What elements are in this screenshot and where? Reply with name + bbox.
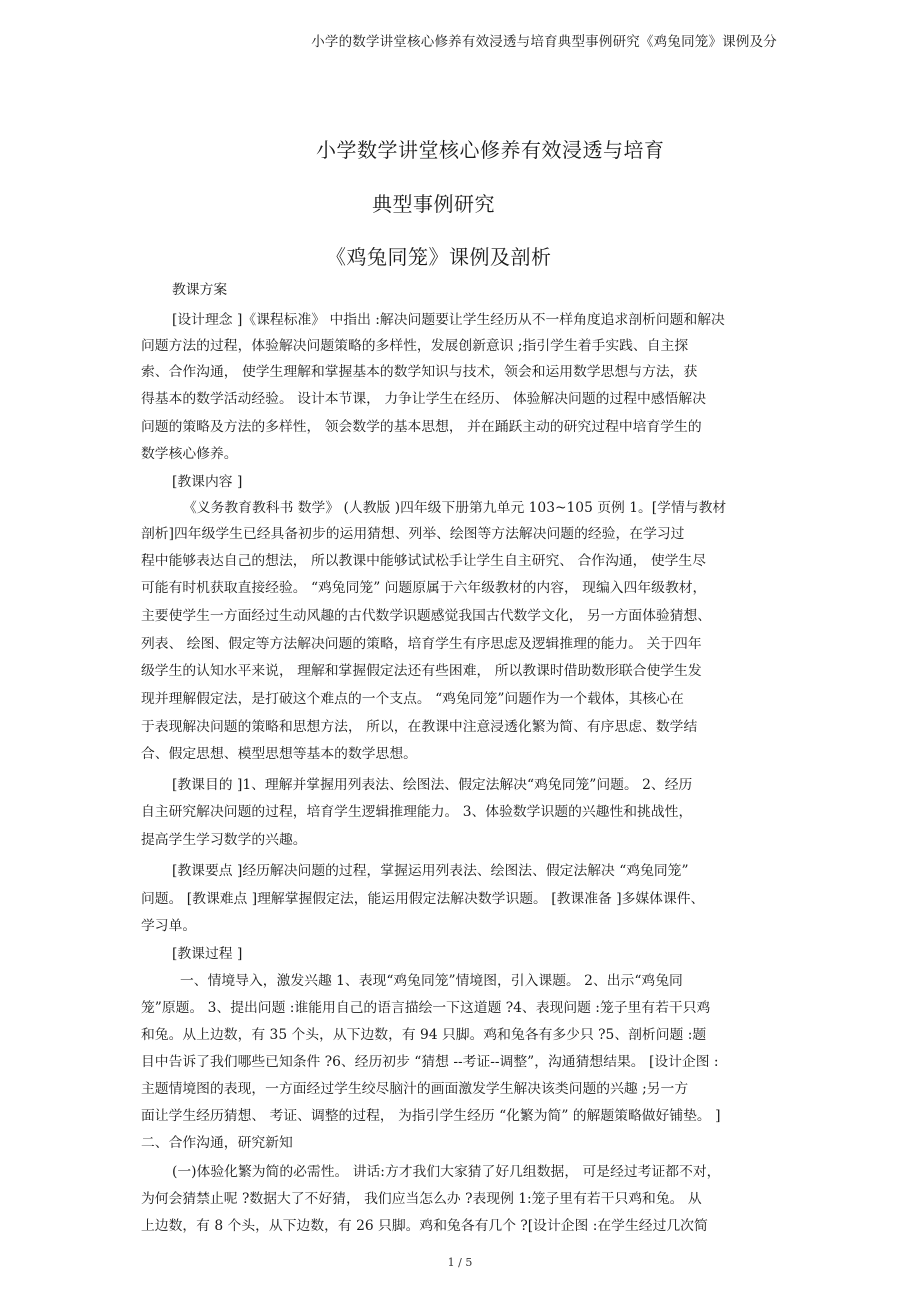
paragraph-line: 问题方法的过程，体验解决问题策略的多样性，发展创新意识 ;指引学生着手实践、自主探 — [141, 338, 689, 354]
paragraph-line: 于表现解决问题的策略和思想方法， 所以，在教课中注意浸透化繁为简、有序思虑、数学结 — [141, 719, 698, 735]
page-number: 1 / 5 — [447, 1256, 473, 1269]
paragraph-line: [教课要点 ]经历解决问题的过程，掌握运用列表法、绘图法、假定法解决 “鸡兔同笼” — [172, 863, 689, 879]
paragraph-line: 学习单。 — [141, 918, 197, 934]
paragraph-line: [教课过程 ] — [172, 946, 243, 962]
paragraph-line: 二、合作沟通，研究新知 — [141, 1135, 293, 1151]
paragraph-line: 主要使学生一方面经过生动风趣的古代数学识题感觉我国古代数学文化， 另一方面体验猜想、 — [141, 608, 712, 624]
document-subtitle: 典型事例研究 — [372, 192, 495, 216]
paragraph-line: 程中能够表达自己的想法， 所以教课中能够试试松手让学生自主研究、 合作沟通， 使学生尽 — [141, 553, 707, 569]
paragraph-line: 列表、 绘图、假定等方法解决问题的策略，培育学生有序思虑及逻辑推理的能力。 关于四年 — [141, 636, 702, 652]
paragraph-line: 数学核心修养。 — [141, 446, 238, 462]
paragraph-line: 为何会猜禁止呢 ?数据大了不好猜， 我们应当怎么办 ?表现例 1:笼子里有若干只鸡和兔。 从 — [141, 1191, 702, 1207]
paragraph-line: [教课内容 ] — [172, 474, 243, 490]
paragraph-line: 级学生的认知水平来说， 理解和掌握假定法还有些困难， 所以教课时借助数形联合使学生发 — [141, 663, 702, 679]
paragraph-line: 主题情境图的表现，一方面经过学生绞尽脑汁的画面激发学生解决该类问题的兴趣 ;另一方 — [141, 1081, 689, 1097]
paragraph-line: [设计理念 ]《课程标准》 中指出 :解决问题要让学生经历从不一样角度追求剖析问题和解决 — [172, 312, 725, 328]
paragraph-line: 可能有时机获取直接经验。 “鸡兔同笼” 问题原属于六年级教材的内容， 现编入四年级教材， — [141, 580, 707, 596]
paragraph-line: 索、合作沟通， 使学生理解和掌握基本的数学知识与技术，领会和运用数学思想与方法，获 — [141, 364, 698, 380]
paragraph-line: 得基本的数学活动经验。 设计本节课， 力争让学生在经历、 体验解决问题的过程中感悟解决 — [141, 391, 707, 407]
paragraph-line: 和兔。从上边数，有 35 个头，从下边数，有 94 只脚。鸡和兔各有多少只 ?5、剖析问题 :题 — [141, 1027, 707, 1043]
paragraph-line: 问题。 [教课难点 ]理解掌握假定法，能运用假定法解决数学识题。 [教课准备 ]多媒体课件、 — [141, 891, 705, 907]
paragraph-line: (一)体验化繁为简的必需性。 讲话:方才我们大家猜了好几组数据， 可是经过考证都不对， — [172, 1164, 721, 1180]
paragraph-line: 问题的策略及方法的多样性， 领会数学的基本思想， 并在踊跃主动的研究过程中培育学生的 — [141, 419, 702, 435]
paragraph-line: 剖析]四年级学生已经具备初步的运用猜想、列举、绘图等方法解决问题的经验，在学习过 — [141, 526, 685, 542]
paragraph-line: 教课方案 — [172, 282, 228, 298]
paragraph-line: 一、情境导入，激发兴趣 1、表现“鸡兔同笼”情境图，引入课题。 2、出示“鸡兔同 — [180, 973, 683, 989]
paragraph-line: 目中告诉了我们哪些已知条件 ?6、经历初步 “猜想 --考证--调整”，沟通猜想结果。 [设计企图 : — [141, 1054, 719, 1070]
paragraph-line: 面让学生经历猜想、 考证、调整的过程， 为指引学生经历 “化繁为简” 的解题策略做好铺垫。 ] — [141, 1108, 721, 1124]
running-header: 小学的数学讲堂核心修养有效浸透与培育典型事例研究《鸡兔同笼》课例及分 — [311, 34, 777, 50]
paragraph-line: 现并理解假定法，是打破这个难点的一个支点。 “鸡兔同笼”问题作为一个载体，其核心在 — [141, 691, 684, 707]
document-title: 小学数学讲堂核心修养有效浸透与培育 — [316, 138, 665, 162]
lesson-title: 《鸡兔同笼》课例及剖析 — [326, 245, 552, 269]
paragraph-line: 《义务教育教科书 数学》 (人教版 )四年级下册第九单元 103~105 页例 1。[学情与教材 — [183, 500, 727, 516]
paragraph-line: [教课目的 ]1、理解并掌握用列表法、绘图法、假定法解决“鸡兔同笼”问题。 2、经历 — [172, 777, 693, 793]
paragraph-line: 提高学生学习数学的兴趣。 — [141, 832, 307, 848]
paragraph-line: 合、假定思想、模型思想等基本的数学思想。 — [141, 746, 417, 762]
paragraph-line: 自主研究解决问题的过程，培育学生逻辑推理能力。 3、体验数学识题的兴趣性和挑战性， — [141, 804, 693, 820]
paragraph-line: 笼”原题。 3、提出问题 :谁能用自己的语言描绘一下这道题 ?4、表现问题 :笼子里有若干只鸡 — [141, 1000, 711, 1016]
paragraph-line: 上边数，有 8 个头，从下边数，有 26 只脚。鸡和兔各有几个 ?[设计企图 :在学生经过几次简 — [141, 1218, 708, 1234]
